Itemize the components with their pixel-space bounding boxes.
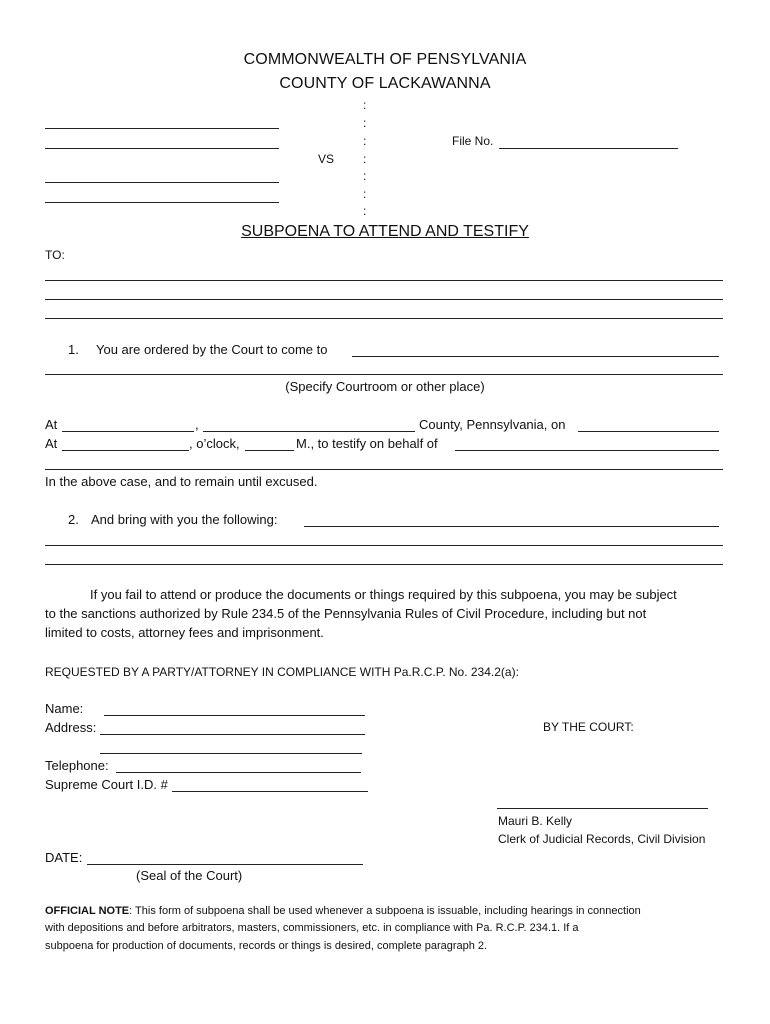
item-1-text: You are ordered by the Court to come to xyxy=(96,342,328,357)
caption-colon: : xyxy=(363,134,367,148)
defendant-line-1[interactable] xyxy=(45,182,279,183)
remain-text: In the above case, and to remain until excused. xyxy=(45,474,318,489)
clerk-name: Mauri B. Kelly xyxy=(498,814,573,828)
plaintiff-line-1[interactable] xyxy=(45,128,279,129)
at-field-1a[interactable] xyxy=(62,431,194,432)
seal-of-court-text: (Seal of the Court) xyxy=(136,868,243,883)
to-label: TO: xyxy=(45,248,65,262)
document-title: SUBPOENA TO ATTEND AND TESTIFY xyxy=(241,223,529,240)
at-label-1: At xyxy=(45,417,58,432)
county-field[interactable] xyxy=(203,431,415,432)
defendant-line-2[interactable] xyxy=(45,202,279,203)
official-note-line-1 xyxy=(45,905,641,917)
telephone-field[interactable] xyxy=(116,772,361,773)
supreme-court-id-label: Supreme Court I.D. # xyxy=(45,777,168,792)
caption-colon: : xyxy=(363,98,367,112)
clerk-signature-line[interactable] xyxy=(497,808,708,809)
warning-line-2: to the sanctions authorized by Rule 234.5 of the Pennsylvania Rules of Civil Procedure, including but not xyxy=(45,606,647,621)
telephone-label: Telephone: xyxy=(45,758,109,773)
requested-by-heading: REQUESTED BY A PARTY/ATTORNEY IN COMPLIANCE WITH Pa.R.C.P. No. 234.2(a): xyxy=(45,665,519,679)
oclock-label: , o’clock, xyxy=(189,436,240,451)
documents-field-1[interactable] xyxy=(304,526,719,527)
by-the-court-label: BY THE COURT: xyxy=(543,720,634,734)
caption-colon: : xyxy=(363,152,367,166)
at-label-2: At xyxy=(45,436,58,451)
caption-colon: : xyxy=(363,116,367,130)
name-field[interactable] xyxy=(104,715,365,716)
name-label: Name: xyxy=(45,701,84,716)
county-heading: COUNTY OF LACKAWANNA xyxy=(279,75,491,92)
location-field-2[interactable] xyxy=(45,374,723,375)
warning-line-3: limited to costs, attorney fees and imprisonment. xyxy=(45,625,324,640)
plaintiff-line-2[interactable] xyxy=(45,148,279,149)
am-pm-field[interactable] xyxy=(245,450,294,451)
address-field-1[interactable] xyxy=(100,734,365,735)
caption-colon: : xyxy=(363,169,367,183)
specify-place-note: (Specify Courtroom or other place) xyxy=(285,379,485,394)
recipient-line-3[interactable] xyxy=(45,318,723,319)
time-field[interactable] xyxy=(62,450,189,451)
date-signed-field[interactable] xyxy=(87,864,363,865)
behalf-of-field[interactable] xyxy=(455,450,719,451)
address-label: Address: xyxy=(45,720,97,735)
county-label: County, Pennsylvania, on xyxy=(419,417,566,432)
file-no-field[interactable] xyxy=(499,148,678,149)
date-field[interactable] xyxy=(578,431,719,432)
recipient-line-1[interactable] xyxy=(45,280,723,281)
official-note-text-1: : This form of subpoena shall be used whenever a subpoena is issuable, including hearings in connection xyxy=(129,905,641,917)
clerk-title: Clerk of Judicial Records, Civil Division xyxy=(498,832,706,846)
documents-field-3[interactable] xyxy=(45,564,723,565)
behalf-of-field-2[interactable] xyxy=(45,469,723,470)
testify-behalf-label: M., to testify on behalf of xyxy=(296,436,438,451)
item-1-number: 1. xyxy=(68,342,79,357)
official-note-label: OFFICIAL NOTE xyxy=(45,905,130,917)
supreme-court-id-field[interactable] xyxy=(172,791,368,792)
official-note-line-3: subpoena for production of documents, records or things is desired, complete paragraph 2. xyxy=(45,940,488,952)
recipient-line-2[interactable] xyxy=(45,299,723,300)
documents-field-2[interactable] xyxy=(45,545,723,546)
item-2-number: 2. xyxy=(68,512,79,527)
file-no-label: File No. xyxy=(452,134,494,148)
date-label: DATE: xyxy=(45,850,83,865)
versus-label: VS xyxy=(318,152,335,166)
official-note-line-2: with depositions and before arbitrators, masters, commissioners, etc. in compliance with Pa. R.C.P. 234.1. If a xyxy=(45,922,579,934)
address-field-2[interactable] xyxy=(100,753,362,754)
location-field[interactable] xyxy=(352,356,719,357)
comma: , xyxy=(195,417,199,432)
item-2-text: And bring with you the following: xyxy=(91,512,278,527)
caption-colon: : xyxy=(363,204,367,218)
caption-colon: : xyxy=(363,187,367,201)
warning-line-1: If you fail to attend or produce the documents or things required by this subpoena, you may be subject xyxy=(90,587,677,602)
court-name-heading: COMMONWEALTH OF PENSYLVANIA xyxy=(243,51,527,68)
